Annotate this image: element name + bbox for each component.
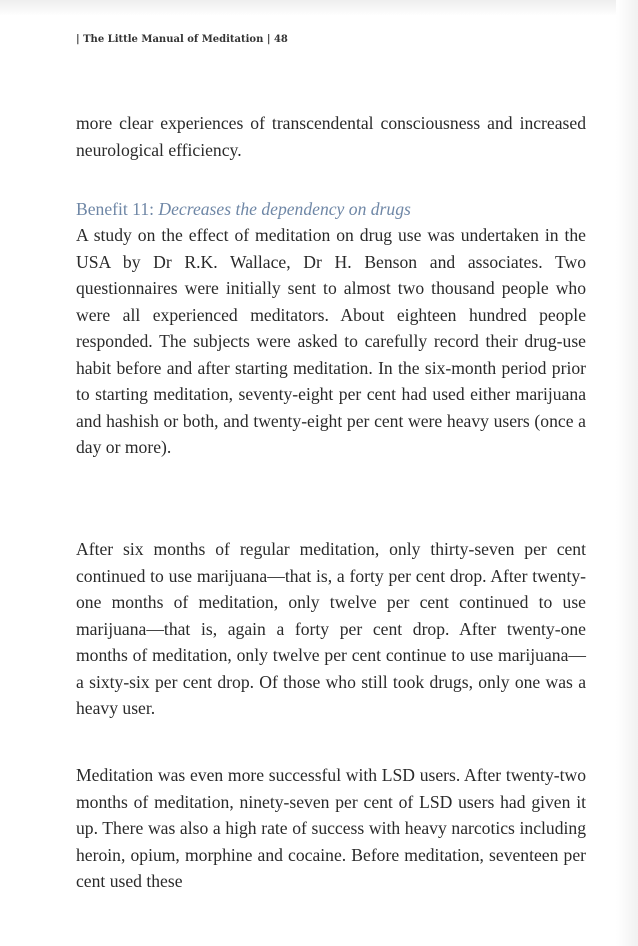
paragraph-study: A study on the effect of meditation on drug use was undertaken in the USA by Dr R.K. Wallace, Dr H. Benson and associates. Two questionnaires were initially sent to almost two thousand people who were all experienced meditators. About eighteen hundred people responded. The subjects were asked to carefully record their drug-use habit before and after starting meditation. In the six-month period prior to starting meditation, seventy-eight per cent had used either marijuana and hashish or both, and twenty-eight per cent were heavy users (once a day or more).: [76, 225, 586, 457]
benefit-heading: [76, 196, 586, 223]
benefit-number: Benefit 11:: [76, 199, 155, 219]
paragraph-block-1: [76, 222, 586, 461]
scan-right-shadow: [616, 0, 638, 946]
continuation-block: [76, 110, 586, 163]
paragraph-marijuana: After six months of regular meditation, only thirty-seven per cent continued to use marijuana—that is, a forty per cent drop. After twenty-one months of meditation, only twelve per cent continued to use marijuana—that is, again a forty per cent drop. After twenty-one months of meditation, only twelve per cent continue to use marijuana—a sixty-six per cent drop. Of those who still took drugs, only one was a heavy user.: [76, 539, 586, 718]
benefit-title: Decreases the dependency on drugs: [158, 199, 411, 219]
paragraph-lsd: Meditation was even more successful with LSD users. After twenty-two months of meditation, ninety-seven per cent of LSD users had given it up. There was also a high rate of success with heavy narcotics including heroin, opium, morphine and cocaine. Before meditation, seventeen per cent used these: [76, 765, 586, 891]
benefit-heading-block: [76, 196, 586, 223]
paragraph-block-3: [76, 762, 586, 895]
scan-top-shadow: [0, 0, 638, 16]
paragraph-block-2: [76, 536, 586, 722]
continuation-paragraph: more clear experiences of transcendental consciousness and increased neurological efficiency.: [76, 113, 586, 160]
running-head: | The Little Manual of Meditation | 48: [76, 34, 288, 45]
